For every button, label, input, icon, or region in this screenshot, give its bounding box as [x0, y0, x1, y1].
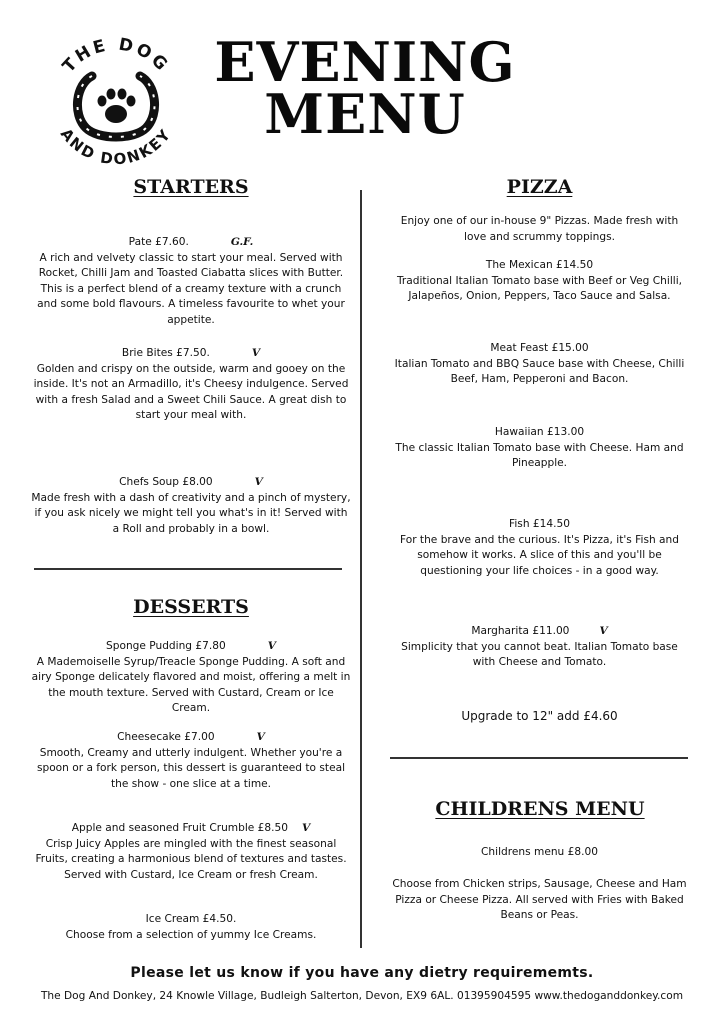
menu-item-cheesecake [30, 730, 352, 792]
dog-and-donkey-logo [42, 28, 190, 176]
menu-item-fish [392, 517, 687, 579]
logo-bottom-text: AND DONKEY [56, 124, 176, 169]
menu-item-chefs-soup [30, 475, 352, 537]
menu-item-brie-bites [30, 346, 352, 424]
section-divider [34, 568, 342, 570]
item-description: For the brave and the curious. It's Pizza, it's Fish and somehow it works. A slice of this and you'll be questioning your life choices - in a good way. [400, 533, 679, 577]
starters-heading: STARTERS [133, 176, 249, 198]
menu-item-ice-cream [30, 912, 352, 943]
item-description: Italian Tomato and BBQ Sauce base with Cheese, Chilli Beef, Ham, Pepperoni and Bacon. [394, 357, 685, 385]
footer-address: The Dog And Donkey, 24 Knowle Village, Budleigh Salterton, Devon, EX9 6AL. 01395904595 www.thedoganddonkey.com [40, 990, 684, 1002]
item-name: The Mexican £14.50 [485, 259, 594, 271]
menu-item-sponge-pudding [30, 639, 352, 717]
childrens-menu-heading: CHILDRENS MENU [435, 798, 645, 820]
svg-text:THE DOG [59, 35, 173, 77]
item-description: Choose from a selection of yummy Ice Creams. [65, 928, 317, 941]
item-name: Ice Cream £4.50. [145, 913, 237, 925]
desserts-heading: DESSERTS [133, 596, 249, 618]
dietary-tag: V [251, 347, 261, 359]
childrens-menu-price: Childrens menu £8.00 [481, 846, 598, 858]
dietary-notice: Please let us know if you have any dietry requirememts. [130, 965, 594, 981]
item-name: Chefs Soup £8.00 [119, 476, 213, 488]
item-description: A Mademoiselle Syrup/Treacle Sponge Pudding. A soft and airy Sponge delicately flavored and moist, offering a melt in the mouth texture. Served with Custard, Cream or Ice Cream. [31, 655, 351, 714]
menu-item-fruit-crumble [30, 821, 352, 883]
dietary-tag: V [599, 625, 608, 637]
paw-print-icon [98, 89, 136, 124]
menu-item-margharita [392, 624, 687, 671]
dietary-tag: G.F. [230, 236, 254, 248]
menu-item-the-mexican [392, 258, 687, 305]
item-description: Smooth, Creamy and utterly indulgent. Whether you're a spoon or a fork person, this dessert is guaranteed to steal the show - one slice at a time. [36, 746, 346, 790]
item-name: Pate £7.60. [128, 236, 189, 248]
svg-text:AND DONKEY [57, 125, 175, 168]
column-divider [360, 190, 362, 948]
item-description: Crisp Juicy Apples are mingled with the finest seasonal Fruits, creating a harmonious blend of textures and tastes. Served with Custard, Ice Cream or fresh Cream. [35, 837, 347, 881]
childrens-menu-description: Choose from Chicken strips, Sausage, Cheese and Ham Pizza or Cheese Pizza. All served with Fries with Baked Beans or Peas. [392, 878, 687, 921]
item-name: Margharita £11.00 [471, 625, 570, 637]
page-title [205, 30, 525, 146]
dietary-tag: V [256, 731, 265, 743]
item-description: A rich and velvety classic to start your meal. Served with Rocket, Chilli Jam and Toasted Ciabatta slices with Butter. This is a perfect blend of a creamy texture with a crunch and some bold flavours. A timeless favourite to whet your appetite. [37, 251, 345, 326]
item-description: Golden and crispy on the outside, warm and gooey on the inside. It's not an Armadillo, it's Cheesy indulgence. Served with a fresh Salad and a Sweet Chili Sauce. A great dish to start your meal with. [33, 362, 349, 421]
logo-top-text: THE DOG [58, 34, 174, 77]
pizza-heading: PIZZA [506, 176, 573, 198]
item-name: Brie Bites £7.50. [121, 347, 210, 359]
item-description: Traditional Italian Tomato base with Beef or Veg Chilli, Jalapeños, Onion, Peppers, Taco Sauce and Salsa. [396, 274, 683, 302]
item-name: Apple and seasoned Fruit Crumble £8.50 [71, 822, 288, 834]
pizza-intro: Enjoy one of our in-house 9" Pizzas. Made fresh with love and scrummy toppings. [400, 215, 679, 243]
item-name: Sponge Pudding £7.80 [106, 640, 226, 652]
pizza-upgrade-note: Upgrade to 12" add £4.60 [461, 709, 618, 723]
menu-item-hawaiian [392, 425, 687, 472]
item-description: Simplicity that you cannot beat. Italian Tomato base with Cheese and Tomato. [401, 640, 678, 668]
menu-item-pate [30, 235, 352, 328]
title-line-1: EVENING [214, 30, 516, 94]
item-name: Hawaiian £13.00 [494, 426, 585, 438]
dietary-tag: V [301, 822, 311, 834]
item-name: Cheesecake £7.00 [117, 731, 215, 743]
item-name: Meat Feast £15.00 [490, 342, 589, 354]
menu-item-meat-feast [392, 341, 687, 388]
item-description: The classic Italian Tomato base with Cheese. Ham and Pineapple. [395, 441, 684, 469]
item-description: Made fresh with a dash of creativity and a pinch of mystery, if you ask nicely we might tell you what's in it! Served with a Roll and probably in a bowl. [31, 491, 351, 535]
section-divider [390, 757, 688, 759]
title-line-2: MENU [264, 82, 466, 146]
dietary-tag: V [267, 640, 276, 652]
dietary-tag: V [254, 476, 263, 488]
item-name: Fish £14.50 [509, 518, 570, 530]
